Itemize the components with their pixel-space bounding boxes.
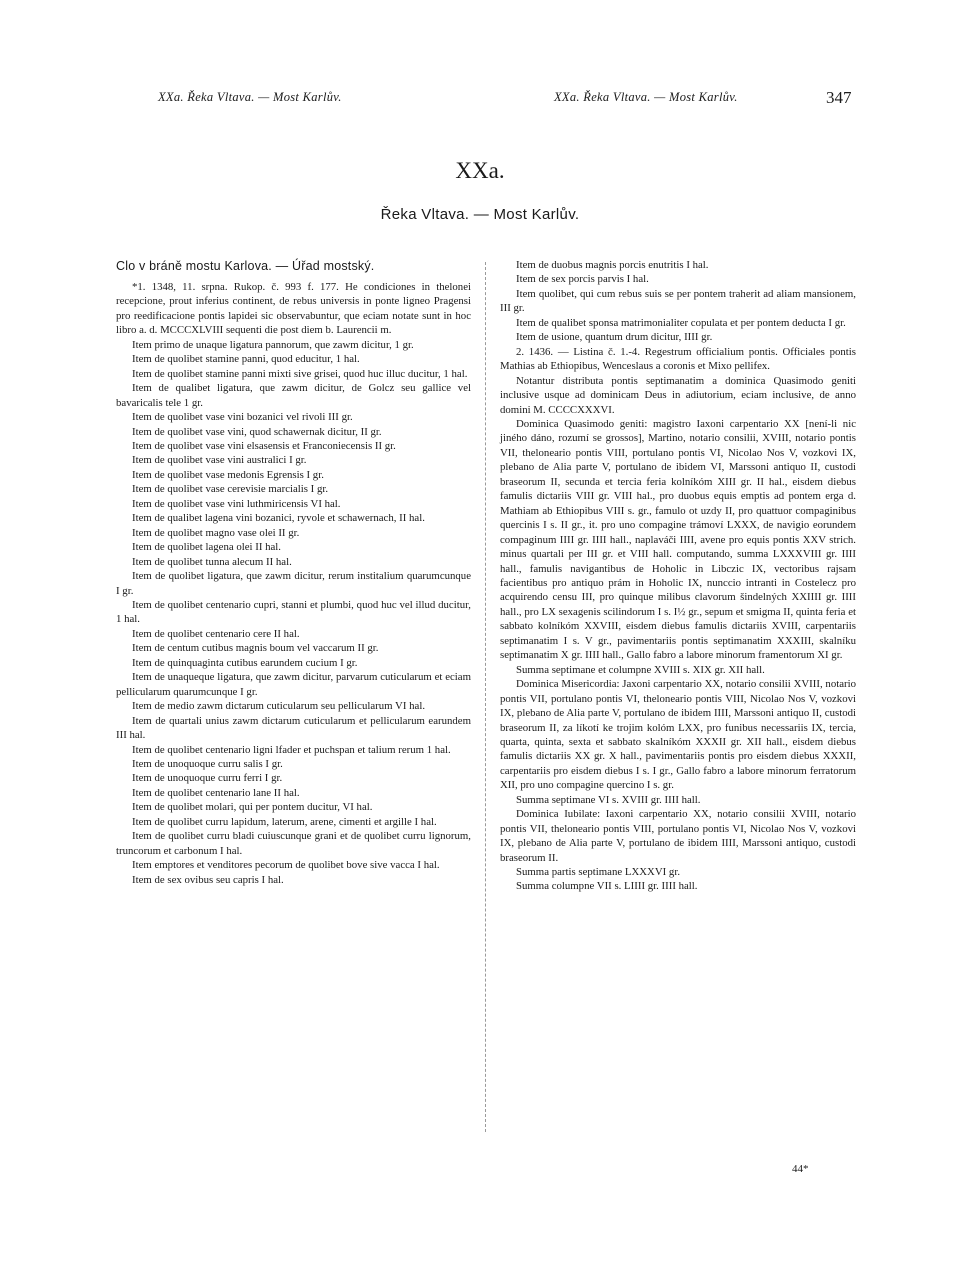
right-paragraph: Item de duobus magnis porcis enutritis I hal. [516, 259, 709, 271]
right-paragraph: Item de usione, quantum drum dicitur, IIII gr. [516, 331, 713, 344]
left-paragraph: Item de quolibet stamine panni, quod educitur, 1 hal. [132, 353, 360, 366]
right-paragraph: Dominica Iubilate: Iaxoni carpentario XX, notario consilii XVIII, notario pontis VII, theloneario pontis VIII, portulano pontis VI, Nicolao Nos V, vozkovi IX, plebano de Alia parte V, portulano de ibidem IIII, Marssoni antiquo, custodi braseorum II. [500, 808, 856, 864]
right-paragraph: Summa septimane VI s. XVIII gr. IIII hall. [516, 793, 701, 806]
page-number: 347 [826, 88, 852, 107]
left-paragraph: Item de medio zawm dictarum cuticularum seu pellicularum VI hal. [132, 700, 426, 713]
right-paragraph: Summa columpne VII s. LIIII gr. IIII hall. [516, 880, 698, 893]
right-paragraph: Dominica Misericordia: Jaxoni carpentario XX, notario consilii XVIII, notario pontis VII, portulano pontis VI, theloneario pontis VIII, Nicolao Nos V, vozkovi IX, plebano de Alia parte V, portulano de ibidem IIII, Marssoni antiquo II, custodi braseorum II, za líkotí ke trojim kolóm LXX, pro funibus necessariis IX, tercia, quarta, quinta, sexta et sabbato skalníkóm XXXII gr. XII hall., eisdem diebus famulis dictariis XX gr. X hall., pavimentariis pontis pro eisdem diebus XXXII, carpentariis pro eisdem diebus I s. I gr., Gallo fabro a labore minorum ferratorum XII, pro uno compagine quercino I s. gr. [500, 678, 856, 792]
right-paragraph: Summa partis septimane LXXXVI gr. [516, 866, 681, 879]
left-paragraph: Item de quolibet vase vini australici I gr. [132, 454, 307, 467]
running-head-left: XXa. Řeka Vltava. — Most Karlův. [158, 90, 342, 104]
chapter-title: XXa. [455, 158, 505, 183]
left-paragraph: Item de quolibet centenario cupri, stanni et plumbi, quod huc vel illud ducitur, 1 hal. [116, 598, 471, 626]
left-paragraph: Item de quolibet molari, qui per pontem ducitur, VI hal. [132, 801, 373, 814]
left-paragraph: Item de quolibet centenario lane II hal. [132, 786, 300, 799]
left-paragraph: Item de quolibet vase cerevisie marcialis I gr. [132, 483, 329, 496]
left-paragraph: Item de quolibet lagena olei II hal. [132, 541, 282, 554]
left-paragraph: Item de unoquoque curru salis I gr. [132, 757, 283, 770]
right-column [500, 258, 856, 894]
left-paragraph: Item de unoquoque curru ferri I gr. [132, 772, 283, 785]
left-paragraph: Item de quolibet vase medonis Egrensis I gr. [132, 468, 324, 481]
right-paragraph: Item de sex porcis parvis I hal. [516, 273, 649, 286]
left-paragraph: Item de quolibet ligatura, que zawm dicitur, rerum institalium quarumcunque I gr. [116, 570, 471, 597]
chapter-subtitle: Řeka Vltava. — Most Karlův. [380, 206, 580, 223]
left-paragraph: Item de quinquaginta cutibus earundem cucium I gr. [132, 656, 358, 669]
right-paragraph: Dominica Quasimodo geniti: magistro Iaxoni carpentario XX [není-li nic jiného dáno, rozumí se grossos], Martino, notario consilii, XVIII, notario pontis VII, theloneario pontis VIII, portulano pontis VI, Nicolao Nos V, vozkovi IX, plebano de Alia parte V, portulano de ibidem VI, Marssoni antiquo II, custodi braseorum II, secunda et tercia feria kolníkóm XIII gr. II hal., eisdem diebus famulis dictariis VIII gr. VIII hal., pro duobus equis emptis ad pontem erga d. Mathiam ab Ethiopibus VIII s. gr., famulo ot uzdy II, pro quattuor compaginibus quercinis I s. II gr., it. pro uno compagine trámoví LXXX, de navigio eorundem compaginum IIII gr. IIII hall., naplaváči IIII, avene pro equis pontis XXV strich. minus quartali per III gr. et VIII hall. computando, summa LXXXVIII gr. IIII hall., famulis navigantibus de Hoholic in Libczic IX, vectoribus rajsam facientibus pro antiquo prám in Hoholic IX, nunccio intranti in Costelecz pro acquirendo censu III, pro quinque milibus clavorum šindelných XXIIII gr. IIII hall., pro LX sexagenis scilindorum I s. I½ gr., sepum et smigma II, quinta feria et sabbato kolníkóm XXVIII, eisdem diebus famulis dictariis XVIII, carpentariis septimanatim I s. V gr., pavimentariis pontis septimanatim XXXIII, skalníku septimanatim X gr. IIII hall., Gallo fabro a labore minorum framentorum XI gr. [500, 417, 856, 662]
left-paragraph: *1. 1348, 11. srpna. Rukop. č. 993 f. 177. He condiciones in thelonei recepcione, prout inferius continent, de rebus universis in ponte ligneo Pragensi pro reedificacione pontis lapidei sic observabuntur, que eciam notate sunt in hoc libro a. d. MCCCXLVIII sequenti die post diem b. Laurencii m. [116, 281, 471, 337]
left-paragraph: Item de quolibet vase vini elsasensis et Franconiecensis II gr. [132, 439, 396, 452]
left-column [116, 258, 471, 887]
left-paragraph: Item emptores et venditores pecorum de quolibet bove sive vacca I hal. [132, 859, 440, 872]
left-paragraph: Item de centum cutibus magnis boum vel vaccarum II gr. [132, 642, 379, 655]
left-paragraph: Item de quolibet vase vini luthmiricensis VI hal. [132, 497, 341, 510]
right-paragraph: Notantur distributa pontis septimanatim a dominica Quasimodo geniti inclusive usque ad dominicam Deus in adiutorium, eciam inclusive, de anno domini M. CCCCXXXVI. [500, 374, 856, 416]
left-paragraph: Item de qualibet lagena vini bozanici, ryvole et schawernach, II hal. [132, 512, 425, 525]
left-paragraph: Item de quolibet centenario ligni lfader et puchspan et talium rerum 1 hal. [132, 743, 451, 756]
left-paragraph: Item de quolibet vase vini bozanici vel rivoli III gr. [132, 411, 353, 424]
column-divider [485, 262, 486, 1132]
left-paragraph: Item de quolibet curru lapidum, laterum, arene, cimenti et argille I hal. [132, 815, 437, 828]
signature-mark: 44* [792, 1163, 809, 1175]
running-head-right: XXa. Řeka Vltava. — Most Karlův. [554, 90, 738, 104]
right-paragraph: Summa septimane et columpne XVIII s. XIX gr. XII hall. [516, 663, 765, 676]
left-paragraph: Item de quolibet stamine panni mixti sive grisei, quod huc illuc ducitur, 1 hal. [132, 367, 468, 380]
left-paragraph: Item de quolibet vase vini, quod schawernak dicitur, II gr. [132, 425, 382, 438]
left-paragraph: Item primo de unaque ligatura pannorum, que zawm dicitur, 1 gr. [132, 338, 414, 351]
left-paragraphs [116, 280, 471, 887]
left-paragraph: Item de quolibet centenario cere II hal. [132, 627, 300, 640]
left-paragraph: Item de quolibet tunna alecum II hal. [132, 555, 292, 568]
left-paragraph: Item de unaqueque ligatura, que zawm dicitur, parvarum cuticularum et eciam pellicularum quarumcunque I gr. [116, 671, 471, 698]
left-paragraph: Item de quartali unius zawm dictarum cuticularum et pellicularum earundem III hal. [116, 714, 471, 742]
right-paragraphs [500, 258, 856, 894]
section-title: Clo v bráně mostu Karlova. — Úřad mostský. [116, 259, 375, 273]
right-paragraph: Item de qualibet sponsa matrimonialiter copulata et per pontem deducta I gr. [516, 316, 846, 329]
right-paragraph: 2. 1436. — Listina č. 1.-4. Regestrum officialium pontis. Officiales pontis Mathias ab Ethiopibus, Wenceslaus a coronis et Mixo pellifex. [500, 345, 856, 373]
left-paragraph: Item de quolibet magno vase olei II gr. [132, 526, 300, 539]
left-paragraph: Item de quolibet curru bladi cuiuscunque grani et de quolibet curru lignorum, truncorum et carbonum I hal. [116, 830, 471, 857]
left-paragraph: Item de qualibet ligatura, que zawm dicitur, de Golcz seu gallice vel bavaricalis tele 1 gr. [116, 382, 471, 409]
right-paragraph: Item quolibet, qui cum rebus suis se per pontem traherit ad aliam mansionem, III gr. [500, 287, 856, 315]
left-paragraph: Item de sex ovibus seu capris I hal. [132, 873, 284, 886]
